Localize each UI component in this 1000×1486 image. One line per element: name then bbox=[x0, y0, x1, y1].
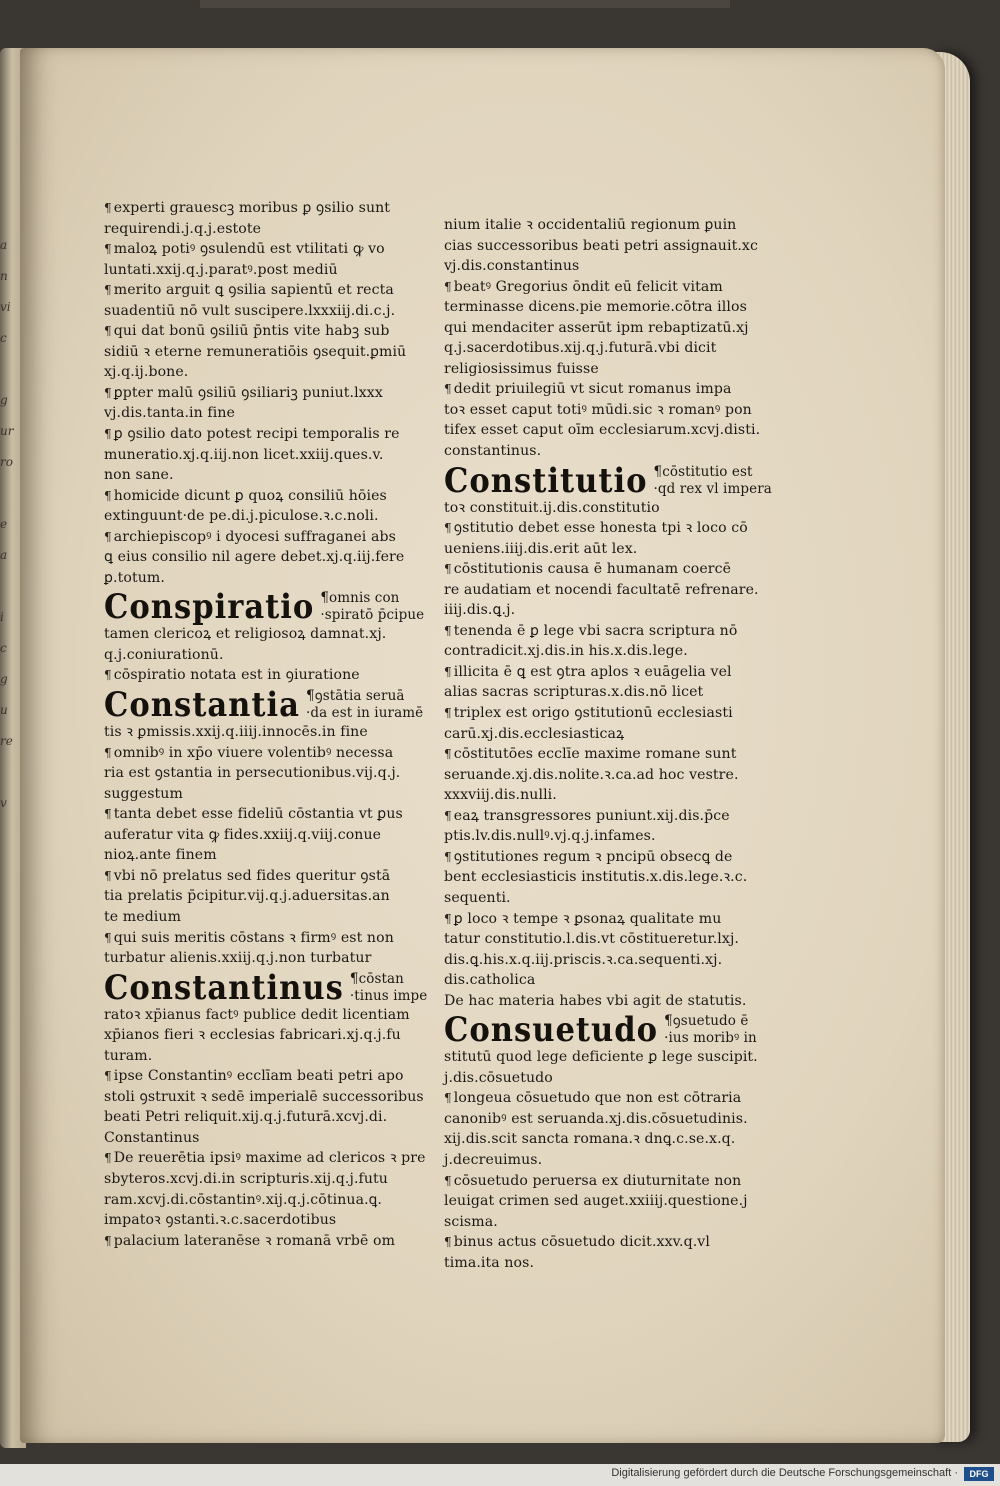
text-line: requirendi.j.q.j.estote bbox=[104, 220, 262, 237]
text-line: religiosissimus fuisse bbox=[444, 360, 599, 377]
text-line: ¶ ipse Constantinꝰ ecclīam beati petri apo bbox=[104, 1066, 426, 1087]
text-line: impatoꝛ ꝯstanti.ꝛ.c.sacerdotibus bbox=[104, 1212, 337, 1229]
entry-block bbox=[104, 722, 426, 969]
entry-block bbox=[104, 198, 426, 588]
text-line: q.j.coniurationū. bbox=[104, 646, 224, 663]
heading-word: Constantia bbox=[104, 685, 300, 726]
text-line: scisma. bbox=[444, 1213, 498, 1230]
text-line: q.j.sacerdotibus.xij.q.j.futurā.vbi dicit bbox=[444, 340, 717, 357]
margin-fragment: i bbox=[0, 610, 4, 624]
heading-continuation-line: ·tinus impe bbox=[349, 987, 428, 1004]
text-line: extinguunt·de pe.di.j.piculose.ꝛ.c.noli. bbox=[104, 508, 379, 525]
section-heading bbox=[104, 967, 428, 1008]
text-line: ¶ merito arguit ꝗ ꝯsilia sapientū et recta bbox=[104, 280, 426, 301]
heading-continuation-line: ¶ꝯsuetudo ē bbox=[664, 1013, 749, 1030]
text-line: ¶ ꝑpter malū ꝯsiliū ꝯsiliariꝫ puniut.lxxx bbox=[104, 383, 426, 404]
text-line: tifex esset caput oīm ecclesiarum.xcvj.disti. bbox=[444, 422, 761, 439]
heading-continuation bbox=[350, 971, 428, 1005]
text-line: qui mendaciter asserūt ipm rebaptizatū.xj bbox=[444, 319, 749, 336]
text-line: ¶ cōstitutionis causa ē humanam coercē bbox=[444, 559, 760, 580]
text-line: xij.dis.scit sancta romana.ꝛ dnꝗ.c.se.x.q. bbox=[444, 1131, 736, 1148]
heading-continuation-line: ¶cōstan bbox=[349, 970, 404, 987]
text-line: ¶ dedit priuilegiū vt sicut romanus impa bbox=[444, 379, 760, 400]
text-line: canonibꝰ est seruanda.xj.dis.cōsuetudinis. bbox=[444, 1110, 748, 1127]
text-line: ¶ cōspiratio notata est in ꝯiuratione bbox=[104, 665, 426, 686]
margin-fragment: g bbox=[0, 393, 8, 407]
section-heading bbox=[104, 587, 426, 628]
text-line: ria est ꝯstantia in persecutionibus.vij.q.j. bbox=[104, 765, 401, 782]
text-line: contradicit.xj.dis.in his.x.dis.lege. bbox=[444, 643, 688, 660]
text-line: ¶ binus actus cōsuetudo dicit.xxv.q.vl bbox=[444, 1232, 760, 1253]
text-line: sequenti. bbox=[444, 889, 511, 906]
heading-continuation bbox=[664, 1013, 757, 1047]
text-line: ¶ experti grauescꝫ moribus ꝑ ꝯsilio sunt bbox=[104, 198, 426, 219]
margin-fragment: ur bbox=[0, 424, 14, 438]
text-line: toꝛ esset caput totiꝰ mūdi.sic ꝛ romanꝰ pon bbox=[444, 401, 752, 418]
heading-continuation-line: ¶ꝯstātia seruā bbox=[306, 688, 405, 705]
text-line: terminasse dicens.pie memorie.cōtra illos bbox=[444, 299, 747, 316]
text-line: j.dis.cōsuetudo bbox=[444, 1069, 553, 1086]
heading-word: Consuetudo bbox=[444, 1010, 659, 1051]
margin-fragment: c bbox=[0, 331, 7, 345]
entry-block bbox=[444, 1047, 760, 1273]
entry-block bbox=[104, 624, 426, 686]
margin-fragment: a bbox=[0, 238, 8, 252]
margin-fragment: g bbox=[0, 672, 8, 686]
margin-fragment: v bbox=[0, 796, 7, 810]
left-text-column bbox=[104, 198, 426, 1251]
heading-continuation-line: ·qd rex vl impera bbox=[653, 480, 772, 497]
text-line: ¶ qui dat bonū ꝯsiliū p̄ntis vite habꝫ sub bbox=[104, 321, 426, 342]
text-line: tis ꝛ ꝑmissis.xxij.q.iiij.innocēs.in fine bbox=[104, 724, 368, 741]
facing-page-fragments bbox=[0, 230, 26, 1030]
entry-block bbox=[444, 215, 760, 462]
text-line: ¶ De reuerētia ipsiꝰ maxime ad clericos ꝛ pre bbox=[104, 1148, 426, 1169]
text-line: tamen clericoꝝ et religiosoꝝ damnat.xj. bbox=[104, 626, 387, 643]
text-line: ¶ longeua cōsuetudo que non est cōtraria bbox=[444, 1088, 760, 1109]
margin-fragment bbox=[0, 478, 26, 509]
text-line: constantinus. bbox=[444, 443, 542, 460]
text-line: carū.xj.dis.ecclesiasticaꝝ bbox=[444, 725, 625, 742]
footer-bar bbox=[0, 1464, 1000, 1486]
text-line: j.decreuimus. bbox=[444, 1151, 543, 1168]
text-line: cias successoribus beati petri assignauit.xc bbox=[444, 237, 758, 254]
text-line: ¶ qui suis meritis cōstans ꝛ firmꝰ est non bbox=[104, 928, 426, 949]
text-line: stoli ꝯstruxit ꝛ sedē imperialē successoribus bbox=[104, 1088, 424, 1105]
section-heading bbox=[444, 1010, 760, 1051]
text-line: ptis.lv.dis.nullꝰ.vj.q.j.infames. bbox=[444, 828, 656, 845]
text-line: xp̄ianos fieri ꝛ ecclesias fabricari.xj.q.j.fu bbox=[104, 1027, 401, 1044]
text-line: tatur constitutio.l.dis.vt cōstitueretur.lxj. bbox=[444, 931, 740, 948]
text-line: ꝑ.totum. bbox=[104, 569, 165, 586]
text-line: ¶ cōsuetudo peruersa ex diuturnitate non bbox=[444, 1171, 760, 1192]
dfg-logo: DFG bbox=[964, 1467, 994, 1481]
text-line: ¶ maloꝝ potiꝰ ꝯsulendū est vtilitati ꝙ vo bbox=[104, 239, 426, 260]
text-line: bent ecclesiasticis institutis.x.dis.lege.ꝛ.c. bbox=[444, 869, 748, 886]
heading-continuation-line: ¶cōstitutio est bbox=[653, 463, 753, 480]
heading-continuation bbox=[320, 590, 424, 624]
text-line: dis.catholica bbox=[444, 972, 536, 989]
text-line: turam. bbox=[104, 1047, 153, 1064]
text-line: nium italie ꝛ occidentaliū regionum ꝑuin bbox=[444, 217, 737, 233]
text-line: ueniens.iiij.dis.erit aūt lex. bbox=[444, 540, 638, 557]
heading-continuation-line: ¶omnis con bbox=[320, 590, 400, 607]
margin-fragment: c bbox=[0, 641, 7, 655]
section-heading bbox=[104, 685, 426, 726]
margin-fragment: ro bbox=[0, 455, 13, 469]
text-line: dis.ꝗ.his.x.q.iij.priscis.ꝛ.ca.sequenti.xj. bbox=[444, 951, 723, 968]
text-line: turbatur alienis.xxiij.q.j.non turbatur bbox=[104, 950, 372, 967]
text-line: tima.ita nos. bbox=[444, 1254, 535, 1271]
text-line: suadentiū nō vult suscipere.lxxxiij.di.c.j. bbox=[104, 302, 396, 319]
right-text-column bbox=[444, 215, 772, 1273]
heading-continuation bbox=[306, 688, 423, 722]
text-line: ¶ tenenda ē ꝑ lege vbi sacra scriptura nō bbox=[444, 621, 760, 642]
text-line: iiij.dis.ꝗ.j. bbox=[444, 602, 516, 619]
text-line: ratoꝛ xp̄ianus factꝰ publice dedit licentiam bbox=[104, 1006, 410, 1023]
heading-word: Constantinus bbox=[104, 967, 344, 1008]
heading-continuation-line: ·spiratō p̄cipue bbox=[320, 607, 425, 624]
text-line: ¶ cōstitutōes ecclīe maxime romane sunt bbox=[444, 744, 760, 765]
text-line: xj.q.ij.bone. bbox=[104, 364, 189, 381]
text-line: vj.dis.constantinus bbox=[444, 258, 580, 275]
text-line: xxxviij.dis.nulli. bbox=[444, 787, 557, 804]
text-line: ¶ homicide dicunt ꝑ quoꝝ consiliū hōies bbox=[104, 486, 426, 507]
text-line: ¶ ꝑ ꝯsilio dato potest recipi temporalis re bbox=[104, 424, 426, 445]
margin-fragment: n bbox=[0, 269, 8, 283]
text-line: ¶ eaꝝ transgressores puniunt.xij.dis.p̄ce bbox=[444, 806, 760, 827]
text-line: Constantinus bbox=[104, 1129, 200, 1146]
binding-tape bbox=[200, 0, 730, 8]
text-line: sidiū ꝛ eterne remuneratiōis ꝯsequit.ꝑmiū bbox=[104, 343, 407, 360]
heading-word: Conspiratio bbox=[104, 587, 315, 628]
text-line: ¶ ꝯstitutio debet esse honesta tpi ꝛ loco cō bbox=[444, 518, 760, 539]
heading-continuation-line: ·da est in iuramē bbox=[306, 705, 424, 722]
margin-fragment bbox=[0, 757, 26, 788]
heading-continuation bbox=[654, 464, 772, 498]
text-line: ꝗ eius consilio nil agere debet.xj.q.iij.fere bbox=[104, 549, 405, 566]
text-line: te medium bbox=[104, 908, 182, 925]
text-line: toꝛ constituit.ij.dis.constitutio bbox=[444, 499, 660, 516]
text-line: ¶ omnibꝰ in xp̄o viuere volentibꝰ necessa bbox=[104, 743, 426, 764]
text-line: stitutū quod lege deficiente ꝑ lege suscipit. bbox=[444, 1049, 758, 1066]
text-line: tia prelatis p̄cipitur.vij.q.j.aduersitas.an bbox=[104, 888, 390, 905]
text-line: muneratio.xj.q.iij.non licet.xxiij.ques.v. bbox=[104, 446, 384, 463]
text-line: luntati.xxij.q.j.paratꝰ.post mediū bbox=[104, 261, 338, 278]
text-line: beati Petri reliquit.xij.q.j.futurā.xcvj.di. bbox=[104, 1109, 388, 1126]
text-line: ¶ illicita ē ꝗ est ꝯtra aplos ꝛ euāgelia vel bbox=[444, 662, 760, 683]
margin-fragment bbox=[0, 571, 26, 602]
heading-word: Constitutio bbox=[444, 460, 648, 501]
text-line: auferatur vita ꝙ fides.xxiij.q.viij.conue bbox=[104, 826, 382, 843]
text-line: non sane. bbox=[104, 467, 174, 484]
entry-block bbox=[444, 498, 760, 1012]
text-line: leuigat crimen sed auget.xxiiij.questione.j bbox=[444, 1193, 748, 1210]
text-line: sbyteros.xcvj.di.in scripturis.xij.q.j.futu bbox=[104, 1170, 388, 1187]
text-line: ¶ triplex est origo ꝯstitutionū ecclesiasti bbox=[444, 703, 760, 724]
margin-fragment: vi bbox=[0, 300, 11, 314]
margin-fragment: a bbox=[0, 548, 8, 562]
text-line: alias sacras scripturas.x.dis.nō licet bbox=[444, 684, 704, 701]
text-line: nioꝝ.ante finem bbox=[104, 847, 217, 864]
text-line: vj.dis.tanta.in fine bbox=[104, 405, 235, 422]
text-line: ¶ vbi nō prelatus sed fides queritur ꝯstā bbox=[104, 866, 426, 887]
text-line: De hac materia habes vbi agit de statutis. bbox=[444, 992, 747, 1009]
funding-credit: Digitalisierung gefördert durch die Deutsche Forschungsgemeinschaft · bbox=[611, 1467, 958, 1479]
text-line: ¶ archiepiscopꝰ i dyocesi suffraganei abs bbox=[104, 527, 426, 548]
margin-fragment: e bbox=[0, 517, 8, 531]
text-line: ¶ ꝑ loco ꝛ tempe ꝛ ꝑsonaꝝ qualitate mu bbox=[444, 909, 760, 930]
margin-fragment bbox=[0, 354, 26, 385]
text-line: ram.xcvj.di.cōstantinꝰ.xij.q.j.cōtinua.ꝗ. bbox=[104, 1191, 383, 1208]
margin-fragment: u bbox=[0, 703, 8, 717]
text-line: ¶ beatꝰ Gregorius ōndit eū felicit vitam bbox=[444, 277, 760, 298]
text-line: re audatiam et nocendi facultatē refrenare. bbox=[444, 581, 759, 598]
text-line: ¶ tanta debet esse fideliū cōstantia vt ꝑus bbox=[104, 804, 426, 825]
text-line: ¶ palacium lateranēse ꝛ romanā vrbē om bbox=[104, 1231, 426, 1252]
heading-continuation-line: ·ius moribꝰ in bbox=[664, 1030, 757, 1047]
margin-fragment: re bbox=[0, 734, 13, 748]
text-line: seruande.xj.dis.nolite.ꝛ.ca.ad hoc vestre. bbox=[444, 766, 739, 783]
section-heading bbox=[444, 460, 772, 501]
text-line: ¶ ꝯstitutiones regum ꝛ pncipū obsecꝗ de bbox=[444, 847, 760, 868]
text-line: suggestum bbox=[104, 785, 183, 802]
entry-block bbox=[104, 1005, 426, 1252]
